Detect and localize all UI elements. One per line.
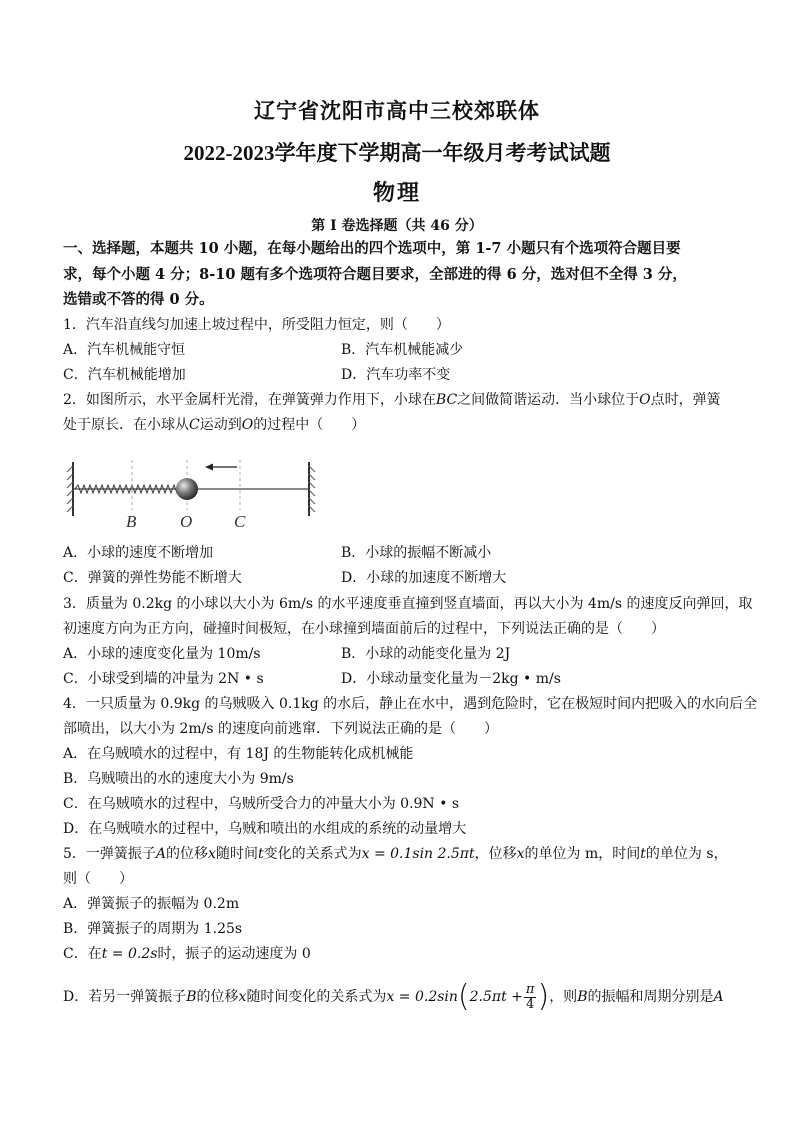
q5-option-a: A．弹簧振子的振幅为 0.2m: [63, 896, 240, 912]
q5-option-d-text: 的位移: [196, 989, 239, 1005]
q3-option-c: C．小球受到墙的冲量为 2N • s: [63, 671, 264, 687]
header-school: 辽宁省沈阳市高中三校郊联体: [254, 99, 540, 123]
q5-var-b: B: [577, 989, 588, 1005]
q5-stem-text: 5．一弹簧振子: [63, 846, 156, 862]
q5-option-d-equation: x = 0.2sin: [386, 989, 458, 1005]
header-subject: 物理: [372, 180, 421, 205]
q2-stem-text: 处于原长．在小球从: [63, 417, 189, 433]
q2-stem-text: 2．如图所示，水平金属杆光滑，在弹簧弹力作用下，小球在: [63, 392, 436, 408]
label-o: O: [180, 512, 193, 531]
q5-stem-text: 变化的关系式为: [263, 846, 362, 862]
q5-option-d-text: 随时间变化的关系式为: [246, 989, 387, 1005]
q5-option-d: [63, 979, 724, 1014]
q2-option-c: C．弹簧的弹性势能不断增大: [63, 570, 242, 586]
q5-var-x: x: [516, 846, 525, 862]
q2-stem-line-1: [63, 390, 721, 410]
q5-var-t: t: [640, 846, 646, 862]
q4-option-d: D．在乌贼喷水的过程中，乌贼和喷出的水组成的系统的动量增大: [63, 821, 467, 837]
q5-option-c: [63, 944, 311, 964]
q5-stem-text: 的单位为 m，时间: [524, 846, 641, 862]
q4-option-c: C．在乌贼喷水的过程中，乌贼所受合力的冲量大小为 0.9N • s: [63, 796, 460, 812]
q5-stem-text: 的位移: [166, 846, 209, 862]
label-c: C: [234, 512, 246, 531]
q2-stem-text: 运动到: [199, 417, 242, 433]
q3-option-d: D．小球动量变化量为－2kg • m/s: [341, 671, 561, 687]
q3-stem-line-2: 初速度方向为正方向，碰撞时间极短，在小球撞到墙面前后的过程中，下列说法正确的是（ ）: [63, 621, 665, 637]
q5-equation: x = 0.1sin 2.5πt: [361, 846, 475, 862]
q4-stem-line-2: 部喷出，以大小为 2m/s 的速度向前逃窜．下列说法正确的是（ ）: [63, 721, 498, 737]
q3-stem-line-1: 3．质量为 0.2kg 的小球以大小为 6m/s 的水平速度垂直撞到竖直墙面，再以大小为 4m/s 的速度反向弹回，取: [63, 596, 753, 612]
ball: [176, 478, 198, 500]
q2-stem-text: 的过程中（ ）: [253, 417, 366, 433]
q5-option-c-equation: t = 0.2s: [101, 946, 158, 962]
q5-option-d-equation-inner: 2.5πt +: [469, 989, 523, 1005]
label-b: B: [126, 512, 137, 531]
q5-option-d-text: 的振幅和周期分别是: [587, 989, 714, 1005]
q5-var-a: A: [713, 989, 724, 1005]
q4-option-b: B．乌贼喷出的水的速度大小为 9m/s: [63, 771, 294, 787]
q2-stem-var-c: C: [189, 417, 200, 433]
q5-var-t: t: [257, 846, 264, 862]
q5-var-x: x: [208, 846, 216, 862]
q1-option-c: C．汽车机械能增加: [63, 367, 186, 383]
header-exam-title: 2022-2023学年度下学期高一年级月考考试试题: [183, 141, 611, 165]
fraction-denominator: 4: [526, 996, 535, 1012]
q5-var-a: A: [155, 846, 167, 862]
left-paren: (: [457, 979, 470, 1014]
fraction-numerator: π: [525, 981, 535, 997]
right-paren: ): [537, 979, 550, 1014]
instructions-line-2: 求，每个小题 4 分；8-10 题有多个选项符合题目要求，全部进的得 6 分，选对但不全得 3 分，: [63, 266, 687, 283]
q5-option-d-text: D．若另一弹簧振子: [63, 989, 187, 1005]
instructions-line-3: 选错或不答的得 0 分。: [63, 291, 214, 308]
q1-option-d: D．汽车功率不变: [341, 367, 451, 383]
q2-option-b: B．小球的振幅不断减小: [341, 545, 492, 561]
q5-stem-text: 随时间: [215, 846, 258, 862]
q2-stem-var-o: O: [241, 417, 254, 433]
q5-stem-line-2: 则（ ）: [63, 871, 133, 887]
q5-stem-text: ，位移: [474, 846, 517, 862]
q1-option-b: B．汽车机械能减少: [341, 342, 464, 358]
velocity-arrowhead: [205, 464, 213, 471]
q2-stem-text: 之间做简谐运动．当小球位于: [457, 392, 640, 408]
q2-option-a: A．小球的速度不断增加: [63, 545, 214, 561]
q2-stem-line-2: [63, 415, 365, 435]
pi-over-4-fraction: [524, 983, 537, 1012]
q2-option-d: D．小球的加速度不断增大: [341, 570, 507, 586]
q2-stem-text: 点时，弹簧: [650, 392, 721, 408]
q3-option-a: A．小球的速度变化量为 10m/s: [63, 646, 261, 662]
q2-stem-var-o: O: [639, 392, 651, 408]
q1-stem: 1．汽车沿直线匀加速上坡过程中，所受阻力恒定，则（ ）: [63, 317, 450, 333]
q5-var-b: B: [186, 989, 197, 1005]
q5-option-b: B．弹簧振子的周期为 1.25s: [63, 921, 243, 937]
section-heading: 第 I 卷选择题（共 46 分）: [311, 218, 483, 234]
q5-stem-line-1: [63, 844, 728, 864]
q5-option-c-text: C．在: [63, 946, 102, 962]
instructions-line-1: 一、选择题，本题共 10 小题，在每小题给出的四个选项中，第 1-7 小题只有个选项符合题目要: [63, 240, 681, 257]
q3-option-b: B．小球的动能变化量为 2J: [341, 646, 511, 662]
q5-stem-text: 的单位为 s，: [645, 846, 728, 862]
q4-stem-line-1: 4．一只质量为 0.9kg 的乌贼吸入 0.1kg 的水后，静止在水中，遇到危险时，它在极短时间内把吸入的水向后全: [63, 696, 758, 712]
q5-var-x: x: [238, 989, 247, 1005]
q4-option-a: A．在乌贼喷水的过程中，有 18J 的生物能转化成机械能: [63, 746, 414, 762]
q2-stem-var-bc: BC: [435, 392, 458, 408]
q5-option-c-text: 时，振子的运动速度为 0: [157, 946, 311, 962]
q2-spring-figure: [63, 452, 333, 532]
q1-option-a: A．汽车机械能守恒: [63, 342, 186, 358]
q5-option-d-text: ，则: [549, 989, 578, 1005]
